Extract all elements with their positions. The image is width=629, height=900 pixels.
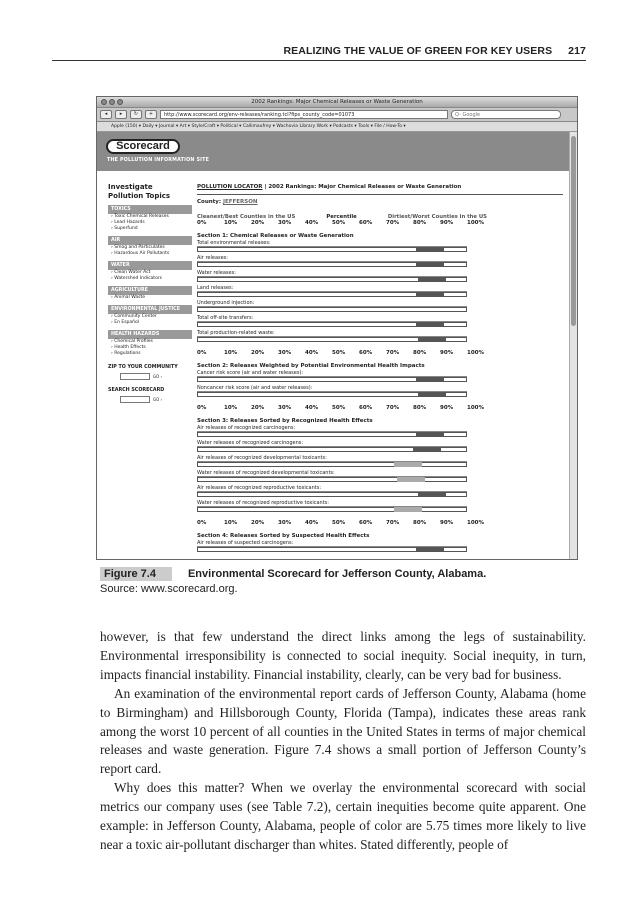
scale-tick-label: 80% xyxy=(413,520,427,526)
search-go-button[interactable]: GO › xyxy=(153,397,163,402)
sidebar-item[interactable]: › Hazardous Air Pollutants xyxy=(111,251,170,256)
scale-tick-label: 0% xyxy=(197,520,207,526)
scale-tick-label: 50% xyxy=(332,405,346,411)
search-input-row xyxy=(120,396,192,403)
legend-percentile: Percentile xyxy=(326,214,357,220)
scale-tick-label: 70% xyxy=(386,520,400,526)
scale-tick-label: 40% xyxy=(305,405,319,411)
scale-tick-label: 0% xyxy=(197,350,207,356)
zip-input-row xyxy=(120,373,192,380)
scale-tick-label: 40% xyxy=(305,520,319,526)
paragraph-1: however, is that few understand the direct links among the legs of sustainability. Environmental irresponsibility is connected to social inequity. Social inequity, in turn, impacts financial instability. Financial instability, clearly, can be very bad for business. xyxy=(100,629,586,682)
site-banner xyxy=(97,132,577,171)
percentile-marker xyxy=(397,477,425,482)
metric-label: Water releases: xyxy=(197,270,467,277)
percentile-marker xyxy=(418,492,446,497)
close-window-icon[interactable] xyxy=(101,99,107,105)
percentile-marker xyxy=(413,447,441,452)
percentile-scale xyxy=(197,405,487,412)
scale-tick-label: 100% xyxy=(467,220,484,226)
percentile-bar xyxy=(197,462,467,467)
metric-label: Total production-related waste: xyxy=(197,330,467,337)
legend-dirtiest: Dirtiest/Worst Counties in the US xyxy=(387,214,487,220)
section-title: Section 2: Releases Weighted by Potential Environmental Health Impacts xyxy=(197,363,425,369)
bookmarks-bar[interactable]: Apple (150) ▾ Daily ▾ Journal ▾ Art ▾ Style/Craft ▾ Political ▾ Callimaufrey ▾ Wachovia Library Work ▾ Podcasts ▾ Tools ▾ File / How-To ▾ xyxy=(97,122,577,132)
metric-label: Air releases of recognized reproductive toxicants: xyxy=(197,485,467,492)
scale-tick-label: 90% xyxy=(440,520,454,526)
metric-label: Cancer risk score (air and water releases): xyxy=(197,370,467,377)
percentile-bar xyxy=(197,547,467,552)
section-title: Section 1: Chemical Releases or Waste Generation xyxy=(197,233,354,239)
scale-tick-label: 90% xyxy=(440,405,454,411)
header-rule xyxy=(52,60,586,61)
scale-tick-label: 70% xyxy=(386,350,400,356)
metric-label: Air releases: xyxy=(197,255,467,262)
zoom-window-icon[interactable] xyxy=(117,99,123,105)
metric-label: Air releases of recognized carcinogens: xyxy=(197,425,467,432)
scale-tick-label: 90% xyxy=(440,220,454,226)
sidebar-section-head[interactable]: AIR xyxy=(108,236,192,245)
sidebar-item[interactable]: › Health Effects xyxy=(111,345,146,350)
scale-tick-label: 100% xyxy=(467,350,484,356)
scale-tick-label: 80% xyxy=(413,350,427,356)
percentile-marker xyxy=(416,262,444,267)
scale-tick-label: 50% xyxy=(332,520,346,526)
scale-tick-label: 70% xyxy=(386,220,400,226)
figure-source: Source: www.scorecard.org. xyxy=(100,583,238,595)
running-head xyxy=(62,45,586,59)
county-label: County: xyxy=(197,199,223,205)
county-link[interactable]: JEFFERSON xyxy=(222,199,258,205)
scale-tick-label: 10% xyxy=(224,220,238,226)
sidebar-item[interactable]: › Toxic Chemical Releases xyxy=(111,214,169,219)
vertical-scrollbar[interactable] xyxy=(569,132,577,559)
metric-label: Underground injection: xyxy=(197,300,467,307)
add-bookmark-icon[interactable]: + xyxy=(145,110,157,119)
pollution-locator-link[interactable]: POLLUTION LOCATOR xyxy=(197,184,263,190)
scale-tick-label: 20% xyxy=(251,405,265,411)
breadcrumb-rest: | 2002 Rankings: Major Chemical Releases or Waste Generation xyxy=(262,184,462,190)
scale-tick-label: 70% xyxy=(386,405,400,411)
scale-tick-label: 0% xyxy=(197,220,207,226)
body-text xyxy=(100,628,586,855)
figure-caption xyxy=(100,567,486,581)
percentile-marker xyxy=(418,337,446,342)
scorecard-screenshot xyxy=(96,96,578,560)
browser-titlebar xyxy=(97,97,577,108)
scale-tick-label: 30% xyxy=(278,350,292,356)
percentile-bar xyxy=(197,477,467,482)
sidebar-section-head[interactable]: ENVIRONMENTAL JUSTICE xyxy=(108,305,192,314)
figure-label: Figure 7.4 xyxy=(100,567,172,581)
scale-tick-label: 20% xyxy=(251,350,265,356)
zip-go-button[interactable]: GO › xyxy=(153,374,163,379)
percentile-bar xyxy=(197,322,467,327)
percentile-scale xyxy=(197,350,487,357)
sidebar-item[interactable]: › Regulations xyxy=(111,351,141,356)
scale-tick-label: 10% xyxy=(224,350,238,356)
scale-tick-label: 10% xyxy=(224,520,238,526)
percentile-bar xyxy=(197,277,467,282)
scale-tick-label: 60% xyxy=(359,350,373,356)
reload-icon[interactable]: ↻ xyxy=(130,110,142,119)
scale-tick-label: 40% xyxy=(305,350,319,356)
sidebar-section-head[interactable]: WATER xyxy=(108,261,192,270)
metric-label: Water releases of recognized carcinogens: xyxy=(197,440,467,447)
percentile-marker xyxy=(416,292,444,297)
percentile-bar xyxy=(197,262,467,267)
main-rule xyxy=(197,194,563,195)
scale-tick-label: 100% xyxy=(467,520,484,526)
search-label: SEARCH SCORECARD xyxy=(108,388,165,393)
metric-label: Total off-site transfers: xyxy=(197,315,467,322)
percentile-bar xyxy=(197,337,467,342)
percentile-bar xyxy=(197,507,467,512)
breadcrumb xyxy=(197,183,563,191)
figure-caption-text: Environmental Scorecard for Jefferson County, Alabama. xyxy=(187,568,487,580)
percentile-marker xyxy=(416,432,444,437)
percentile-marker xyxy=(394,507,422,512)
scale-tick-label: 60% xyxy=(359,520,373,526)
percentile-marker xyxy=(418,392,446,397)
browser-toolbar xyxy=(97,108,577,122)
topics-sidebar xyxy=(108,183,192,403)
url-bar[interactable]: http://www.scorecard.org/env-releases/ranking.tcl?fips_county_code=01073 xyxy=(160,110,448,119)
minimize-window-icon[interactable] xyxy=(109,99,115,105)
window-controls xyxy=(101,99,123,105)
paragraph-2: An examination of the environmental report cards of Jefferson County, Alabama (home to Birmingham) and Hillsborough County, Florida (Tampa), indicates these areas rank among the worst 10 percent of all counties in the United States in terms of major chemical releases and waste generation. Figure 7.4 shows a small portion of Jefferson County’s report card. xyxy=(100,685,586,777)
metric-label: Land releases: xyxy=(197,285,467,292)
sidebar-item[interactable]: › Animal Waste xyxy=(111,295,146,300)
percentile-bar xyxy=(197,307,467,312)
percentile-marker xyxy=(394,462,422,467)
search-scorecard-input[interactable] xyxy=(120,396,150,403)
scale-tick-label: 0% xyxy=(197,405,207,411)
metric-label: Water releases of recognized developmental toxicants: xyxy=(197,470,467,477)
back-icon[interactable]: ◂ xyxy=(100,110,112,119)
scale-tick-label: 60% xyxy=(359,220,373,226)
percentile-bar xyxy=(197,292,467,297)
scale-tick-label: 30% xyxy=(278,520,292,526)
paragraph-3: Why does this matter? When we overlay the environmental scorecard with social metrics our company uses (see Table 7.2), certain inequities become quite apparent. One example: in Jefferson County, Alabama, people of color are 5.75 times more likely to live near a toxic air-pollutant discharger than whites. Stated differently, people of xyxy=(100,780,586,852)
zip-label: ZIP TO YOUR COMMUNITY xyxy=(108,365,178,370)
metric-label: Noncancer risk score (air and water releases): xyxy=(197,385,467,392)
percentile-bar xyxy=(197,377,467,382)
percentile-bar xyxy=(197,492,467,497)
sidebar-item[interactable]: › Clean Water Act xyxy=(111,270,151,275)
section-title: Section 4: Releases Sorted by Suspected Health Effects xyxy=(197,533,370,539)
percentile-marker xyxy=(416,247,444,252)
scorecard-logo[interactable]: Scorecard xyxy=(106,139,180,154)
percentile-scale xyxy=(197,220,487,227)
scale-tick-label: 50% xyxy=(332,350,346,356)
percentile-bar xyxy=(197,247,467,252)
percentile-bar xyxy=(197,392,467,397)
scale-tick-label: 40% xyxy=(305,220,319,226)
scale-tick-label: 100% xyxy=(467,405,484,411)
scale-tick-label: 10% xyxy=(224,405,238,411)
metric-label: Air releases of recognized developmental toxicants: xyxy=(197,455,467,462)
sidebar-title xyxy=(108,183,192,201)
sidebar-title-line2: Pollution Topics xyxy=(108,192,171,200)
metric-label: Air releases of suspected carcinogens: xyxy=(197,540,467,547)
zip-input[interactable] xyxy=(120,373,150,380)
section-title: Section 3: Releases Sorted by Recognized Health Effects xyxy=(197,418,373,424)
sidebar-item[interactable]: › Superfund xyxy=(111,226,138,231)
scale-tick-label: 50% xyxy=(332,220,346,226)
ranking-sections xyxy=(197,220,563,552)
sidebar-title-line1: Investigate xyxy=(108,183,153,191)
forward-icon[interactable]: ▸ xyxy=(115,110,127,119)
metric-label: Total environmental releases: xyxy=(197,240,467,247)
sidebar-section-head[interactable]: AGRICULTURE xyxy=(108,286,192,295)
percentile-bar xyxy=(197,447,467,452)
scale-tick-label: 20% xyxy=(251,220,265,226)
scale-tick-label: 80% xyxy=(413,405,427,411)
sidebar-item[interactable]: › Smog and Particulates xyxy=(111,245,165,250)
sidebar-item[interactable]: › Chemical Profiles xyxy=(111,339,153,344)
metric-label: Water releases of recognized reproductive toxicants: xyxy=(197,500,467,507)
legend-cleanest: Cleanest/Best Counties in the US xyxy=(197,214,296,220)
main-content xyxy=(197,183,563,555)
scale-tick-label: 80% xyxy=(413,220,427,226)
page-number: 217 xyxy=(568,45,586,57)
sidebar-item[interactable]: › Lead Hazards xyxy=(111,220,145,225)
scale-tick-label: 30% xyxy=(278,220,292,226)
sidebar-item[interactable]: › Community Center xyxy=(111,314,157,319)
scale-tick-label: 30% xyxy=(278,405,292,411)
sidebar-item[interactable]: › En Español xyxy=(111,320,140,325)
sidebar-section-head[interactable]: HEALTH HAZARDS xyxy=(108,330,192,339)
percentile-scale xyxy=(197,520,487,527)
site-tagline: THE POLLUTION INFORMATION SITE xyxy=(107,158,210,163)
window-title: 2002 Rankings: Major Chemical Releases or Waste Generation xyxy=(251,99,423,105)
county-line xyxy=(197,198,563,206)
scale-tick-label: 20% xyxy=(251,520,265,526)
percentile-marker xyxy=(416,377,444,382)
running-head-title: REALIZING THE VALUE OF GREEN FOR KEY USERS xyxy=(283,45,553,57)
percentile-marker xyxy=(416,322,444,327)
percentile-marker xyxy=(416,547,444,552)
sidebar-section-head[interactable]: TOXICS xyxy=(108,205,192,214)
scroll-thumb[interactable] xyxy=(571,136,576,326)
sidebar-item[interactable]: › Watershed Indicators xyxy=(111,276,163,281)
search-field[interactable]: Q- Google xyxy=(451,110,561,119)
percentile-bar xyxy=(197,432,467,437)
scale-tick-label: 60% xyxy=(359,405,373,411)
scale-tick-label: 90% xyxy=(440,350,454,356)
percentile-marker xyxy=(418,277,446,282)
